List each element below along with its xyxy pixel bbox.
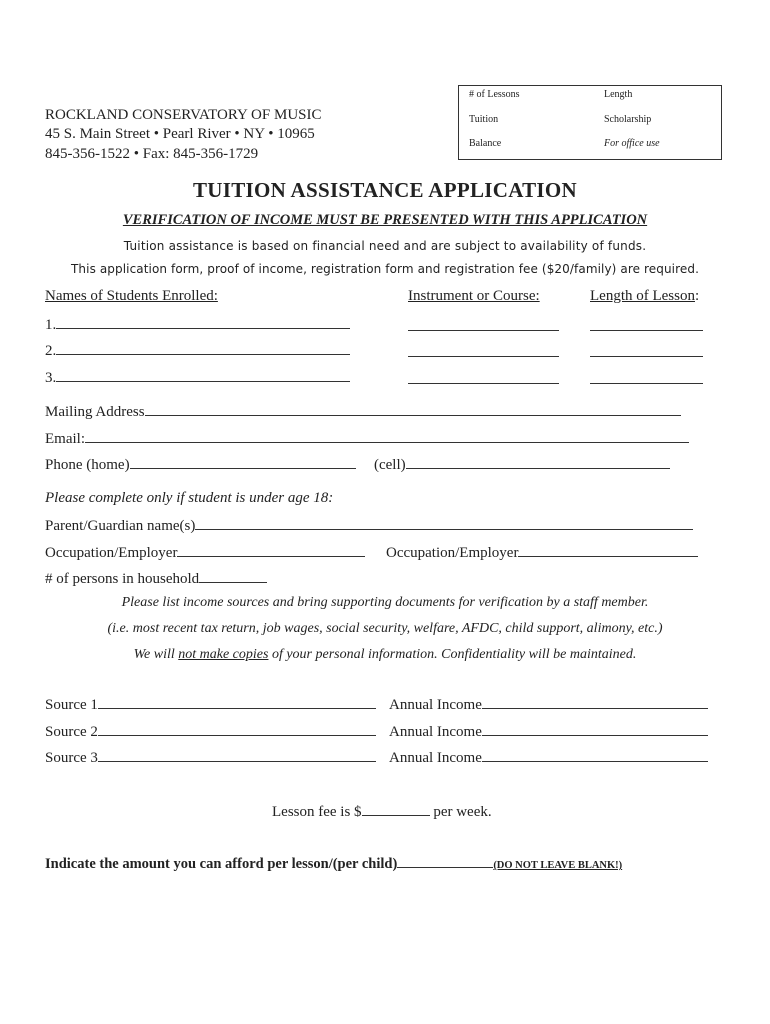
source-label: Source 3 [45,750,98,766]
student-length-field[interactable] [590,369,703,384]
office-balance-label: Balance [469,138,502,149]
source-field-3[interactable] [98,747,376,762]
guardian-names-label: Parent/Guardian name(s) [45,518,196,534]
annual-income-field-1[interactable] [482,694,708,709]
guardian-names-row [45,515,693,535]
household-label: # of persons in household [45,571,200,587]
student-row-2 [45,340,350,360]
students-names-header: Names of Students Enrolled: [45,288,218,304]
office-use-label: For office use [604,138,660,149]
mailing-address-row [45,401,681,421]
lesson-fee-row [272,801,492,821]
source-field-1[interactable] [98,694,376,709]
students-instrument-header: Instrument or Course: [408,288,540,304]
occupation-row-2 [386,542,698,562]
under-18-note: Please complete only if student is under age 18: [45,490,334,506]
cell-row [374,454,670,474]
occupation-label: Occupation/Employer [45,545,178,561]
occupation-label: Occupation/Employer [386,545,519,561]
page-title: TUITION ASSISTANCE APPLICATION [193,178,577,202]
office-scholarship-label: Scholarship [604,114,652,125]
source-label: Source 1 [45,697,98,713]
school-name: ROCKLAND CONSERVATORY OF MUSIC [45,107,322,123]
afford-field[interactable] [397,853,493,868]
annual-income-label: Annual Income [389,750,482,766]
office-use-box [458,85,722,160]
cell-label: (cell) [374,457,406,473]
source-row-3 [45,747,376,767]
source-label: Source 2 [45,724,98,740]
source-row-2 [45,721,376,741]
office-lessons-label: # of Lessons [469,89,520,100]
mailing-address-field[interactable] [145,401,681,416]
income-note-3: We will not make copies of your personal information. Confidentiality will be maintained. [133,647,637,662]
source-field-2[interactable] [98,721,376,736]
student-instrument-field[interactable] [408,342,559,357]
phone-row [45,454,356,474]
verification-notice: VERIFICATION OF INCOME MUST BE PRESENTED WITH THIS APPLICATION [122,212,648,228]
per-week-label: per week. [429,804,492,820]
do-not-leave-blank-warning: (DO NOT LEAVE BLANK!) [493,860,623,871]
requirements-note: This application form, proof of income, registration form and registration fee ($20/family) are required. [71,262,699,276]
occupation-field-2[interactable] [518,542,698,557]
annual-income-label: Annual Income [389,697,482,713]
student-row-3 [45,367,350,387]
row-number: 3. [45,370,57,386]
student-instrument-field[interactable] [408,369,559,384]
afford-label: Indicate the amount you can afford per lesson/(per child) [45,856,398,872]
student-name-field[interactable] [56,367,350,382]
income-row-3 [389,747,708,767]
school-address: 45 S. Main Street • Pearl River • NY • 10965 [45,126,315,142]
office-length-label: Length [604,89,633,100]
email-label: Email: [45,431,85,447]
lesson-fee-label: Lesson fee is $ [272,804,362,820]
student-length-field[interactable] [590,316,703,331]
afford-row [45,853,622,873]
student-row-1 [45,314,350,334]
row-number: 1. [45,317,57,333]
phone-home-field[interactable] [130,454,356,469]
mailing-address-label: Mailing Address [45,404,145,420]
students-length-header: Length of Lesson: [590,288,700,304]
school-phones: 845-356-1522 • Fax: 845-356-1729 [45,146,259,162]
email-field[interactable] [85,428,689,443]
financial-need-note: Tuition assistance is based on financial need and are subject to availability of funds. [123,239,647,253]
source-row-1 [45,694,376,714]
lesson-fee-field[interactable] [362,801,430,816]
income-note-2: (i.e. most recent tax return, job wages, social security, welfare, AFDC, child support, alimony, etc.) [107,621,663,636]
income-row-2 [389,721,708,741]
office-tuition-label: Tuition [469,114,499,125]
income-row-1 [389,694,708,714]
household-row [45,568,267,588]
income-note-1: Please list income sources and bring supporting documents for verification by a staff member. [121,595,649,610]
email-row [45,428,689,448]
annual-income-label: Annual Income [389,724,482,740]
occupation-field-1[interactable] [177,542,365,557]
guardian-names-field[interactable] [195,515,693,530]
household-field[interactable] [199,568,267,583]
phone-home-label: Phone (home) [45,457,130,473]
annual-income-field-3[interactable] [482,747,708,762]
student-name-field[interactable] [56,340,350,355]
student-length-field[interactable] [590,342,703,357]
row-number: 2. [45,343,57,359]
student-name-field[interactable] [56,314,350,329]
cell-field[interactable] [406,454,670,469]
occupation-row-1 [45,542,365,562]
student-instrument-field[interactable] [408,316,559,331]
annual-income-field-2[interactable] [482,721,708,736]
